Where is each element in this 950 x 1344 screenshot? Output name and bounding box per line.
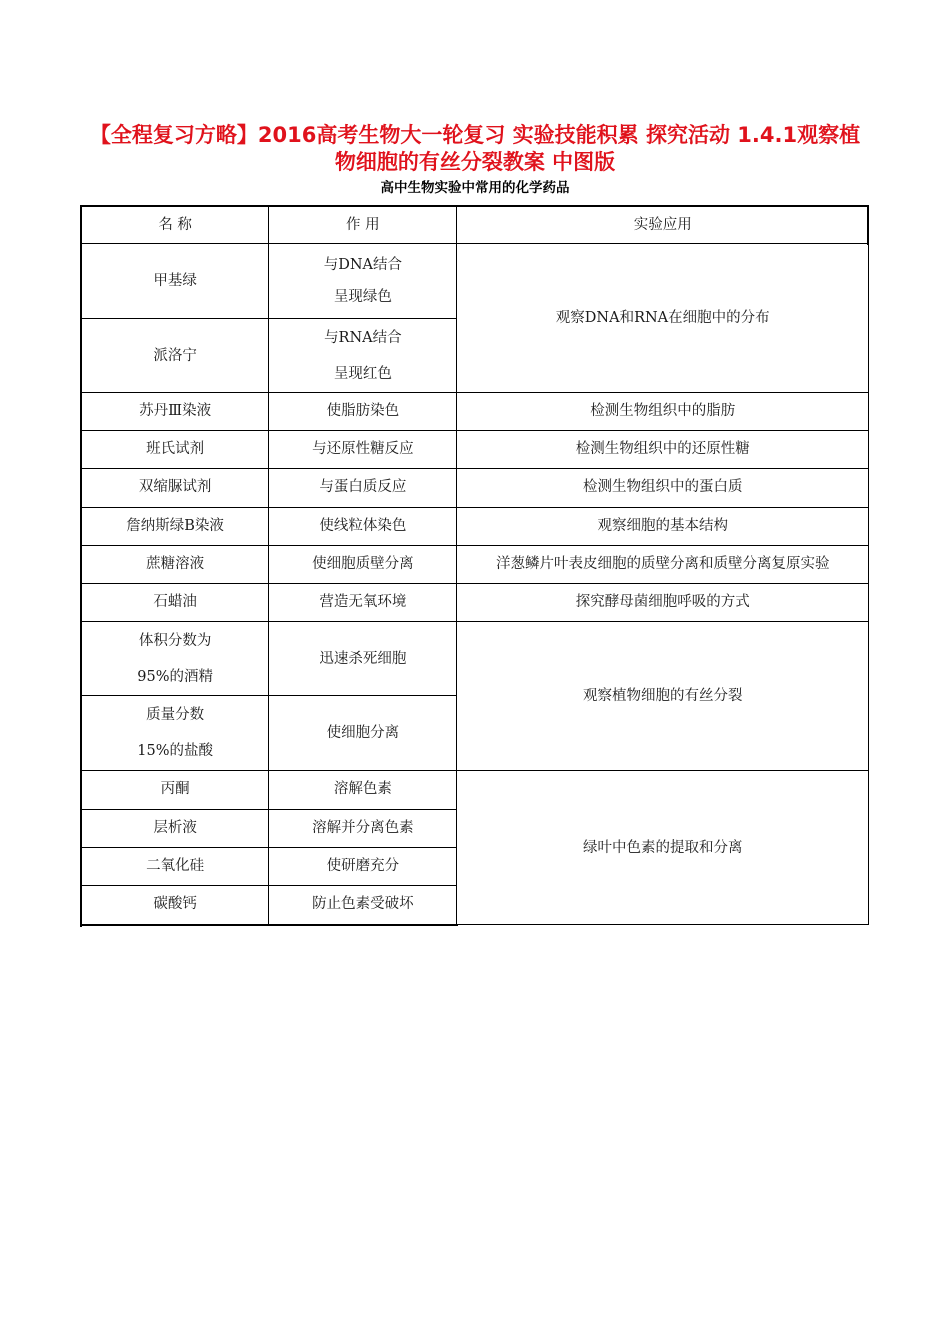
table-row xyxy=(82,546,869,584)
reagent-name: 班氏试剂 xyxy=(82,431,269,469)
table-header-row xyxy=(82,207,869,244)
table-caption: 高中生物实验中常用的化学药品 xyxy=(380,180,570,196)
reagent-name: 石蜡油 xyxy=(82,584,269,622)
reagent-function xyxy=(269,244,457,319)
table-row xyxy=(82,622,869,696)
reagent-function xyxy=(269,319,457,393)
table-row xyxy=(82,771,869,810)
header-application: 实验应用 xyxy=(457,207,869,244)
function-line: 呈现红色 xyxy=(333,365,392,382)
reagent-application: 观察DNA和RNA在细胞中的分布 xyxy=(457,244,869,393)
reagent-function: 防止色素受破坏 xyxy=(269,886,457,925)
table-left-border xyxy=(80,205,82,927)
reagent-name: 甲基绿 xyxy=(82,244,269,319)
reagent-function: 溶解色素 xyxy=(269,771,457,810)
reagent-name xyxy=(82,622,269,696)
reagent-name: 丙酮 xyxy=(82,771,269,810)
reagent-name: 詹纳斯绿B染液 xyxy=(82,508,269,546)
header-function: 作 用 xyxy=(269,207,457,244)
page-title: 【全程复习方略】2016高考生物大一轮复习 实验技能积累 探究活动 1.4.1观察植物细胞的有丝分裂教案 中图版 xyxy=(89,123,861,174)
reagent-function: 使脂肪染色 xyxy=(269,393,457,431)
reagent-function: 与还原性糖反应 xyxy=(269,431,457,469)
table-row xyxy=(82,508,869,546)
name-line: 95%的酒精 xyxy=(137,668,213,685)
reagent-function: 使细胞分离 xyxy=(269,696,457,771)
table-right-border xyxy=(867,205,869,245)
reagent-name: 二氧化硅 xyxy=(82,848,269,886)
table-row xyxy=(82,244,869,319)
name-line: 质量分数 xyxy=(146,707,205,723)
reagent-name: 双缩脲试剂 xyxy=(82,469,269,508)
reagent-name: 层析液 xyxy=(82,810,269,848)
function-line: 与DNA结合 xyxy=(323,257,402,273)
reagent-name xyxy=(82,696,269,771)
reagent-function: 营造无氧环境 xyxy=(269,584,457,622)
reagent-function: 溶解并分离色素 xyxy=(269,810,457,848)
reagent-function: 使研磨充分 xyxy=(269,848,457,886)
reagent-application: 绿叶中色素的提取和分离 xyxy=(457,771,869,925)
name-line: 体积分数为 xyxy=(138,632,212,649)
function-line: 与RNA结合 xyxy=(324,329,402,346)
table-row xyxy=(82,431,869,469)
reagent-function: 使细胞质壁分离 xyxy=(269,546,457,584)
table-row xyxy=(82,469,869,508)
reagent-function: 迅速杀死细胞 xyxy=(269,622,457,696)
name-line: 15%的盐酸 xyxy=(137,743,213,759)
reagent-name: 派洛宁 xyxy=(82,319,269,393)
reagent-function: 使线粒体染色 xyxy=(269,508,457,546)
reagent-name: 碳酸钙 xyxy=(82,886,269,925)
reagent-application: 洋葱鳞片叶表皮细胞的质壁分离和质壁分离复原实验 xyxy=(457,546,869,584)
reagent-function: 与蛋白质反应 xyxy=(269,469,457,508)
reagent-application: 检测生物组织中的蛋白质 xyxy=(457,469,869,508)
header-name: 名 称 xyxy=(82,207,269,244)
table-top-border xyxy=(81,205,869,207)
reagent-table xyxy=(81,206,869,925)
reagent-name: 苏丹Ⅲ染液 xyxy=(82,393,269,431)
reagent-name: 蔗糖溶液 xyxy=(82,546,269,584)
table-row xyxy=(82,393,869,431)
reagent-application: 探究酵母菌细胞呼吸的方式 xyxy=(457,584,869,622)
table-bottom-border xyxy=(80,924,458,926)
function-line: 呈现绿色 xyxy=(333,289,392,305)
table-row xyxy=(82,584,869,622)
reagent-application: 观察细胞的基本结构 xyxy=(457,508,869,546)
reagent-application: 观察植物细胞的有丝分裂 xyxy=(457,622,869,771)
reagent-application: 检测生物组织中的脂肪 xyxy=(457,393,869,431)
reagent-application: 检测生物组织中的还原性糖 xyxy=(457,431,869,469)
